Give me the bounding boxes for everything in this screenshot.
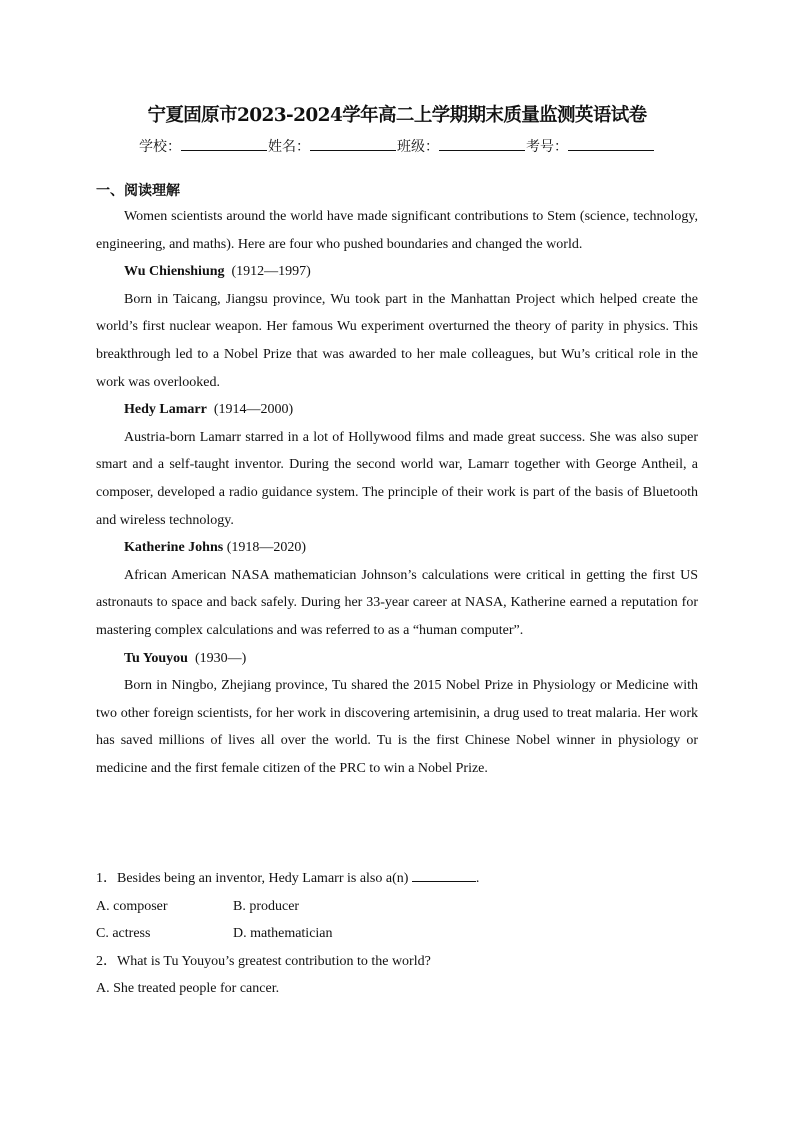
- class-label: 班级：: [397, 139, 439, 155]
- bio-heading: [96, 258, 698, 286]
- question-end-punct: .: [475, 871, 480, 886]
- option-a[interactable]: A. composer: [96, 898, 168, 914]
- bio-text: African American NASA mathematician Johnson’s calculations were critical in getting the first US astronauts to space and back safely. During her 33-year career at NASA, Katherine earned a reputation for mastering complex calculations and was referred to as a “human computer”.: [96, 567, 698, 638]
- bio-name: Tu Youyou: [124, 650, 188, 666]
- bio-name: Katherine Johns: [124, 540, 224, 556]
- number-blank[interactable]: [568, 135, 654, 151]
- passage-intro: Women scientists around the world have made significant contributions to Stem (science, technology, engineering, and maths). Here are four who pushed boundaries and changed the world.: [96, 209, 698, 252]
- school-blank[interactable]: [181, 135, 267, 151]
- option-d[interactable]: D. mathematician: [233, 926, 333, 942]
- bio-text: Born in Ningbo, Zhejiang province, Tu shared the 2015 Nobel Prize in Physiology or Medicine with two other foreign scientists, for her work in discovering artemisinin, a drug used to treat malaria. Her work has saved millions of lives all over the world. Tu is the first Chinese Nobel winner in physiology or medicine and the first female citizen of the PRC to win a Nobel Prize.: [96, 678, 698, 776]
- question-text: What is Tu Youyou’s greatest contribution to the world?: [117, 953, 431, 969]
- option-row: [96, 920, 698, 948]
- exam-title: 宁夏固原市2023-2024学年高二上学期期末质量监测英语试卷: [147, 105, 647, 126]
- bio-years: (1912—1997): [231, 264, 311, 280]
- question-number: 2．: [96, 953, 117, 969]
- bio-name: Hedy Lamarr: [124, 402, 207, 418]
- bio-heading: [96, 396, 698, 424]
- option-row: [96, 893, 698, 921]
- question-stem: [96, 865, 698, 893]
- option-a[interactable]: A. She treated people for cancer.: [96, 981, 280, 997]
- question-number: 1．: [96, 871, 117, 886]
- reading-passage: [96, 203, 698, 782]
- bio-heading: [96, 534, 698, 562]
- name-blank[interactable]: [310, 135, 396, 151]
- number-label: 考号：: [526, 139, 568, 155]
- bio-years: (1914—2000): [213, 402, 294, 418]
- name-label: 姓名：: [268, 139, 310, 155]
- class-blank[interactable]: [439, 135, 525, 151]
- question-stem: [96, 948, 698, 976]
- bio-heading: [96, 645, 698, 673]
- question-list: [96, 865, 698, 1003]
- bio-text: Austria-born Lamarr starred in a lot of Hollywood films and made great success. She was also super smart and a self-taught inventor. During the second world war, Lamarr together with George Antheil, a composer, developed a radio guidance system. The principle of their work is part of the basis of Bluetooth and wireless technology.: [96, 429, 698, 528]
- section-heading: 一、阅读理解: [96, 183, 180, 199]
- bio-name: Wu Chienshiung: [124, 264, 225, 280]
- school-label: 学校：: [139, 139, 181, 155]
- option-c[interactable]: C. actress: [96, 926, 151, 942]
- student-info-line: [96, 135, 698, 158]
- option-b[interactable]: B. producer: [233, 898, 300, 914]
- bio-years: (1918—2020): [226, 540, 307, 556]
- question-text: Besides being an inventor, Hedy Lamarr is also a(n): [117, 871, 409, 886]
- answer-blank[interactable]: [412, 868, 476, 882]
- bio-text: Born in Taicang, Jiangsu province, Wu took part in the Manhattan Project which helped create the world’s first nuclear weapon. Her famous Wu experiment overturned the theory of parity in physics. This breakthrough led to a Nobel Prize that was awarded to her male colleagues, but Wu’s critical role in the work was overlooked.: [96, 291, 698, 390]
- bio-years: (1930—): [194, 650, 247, 666]
